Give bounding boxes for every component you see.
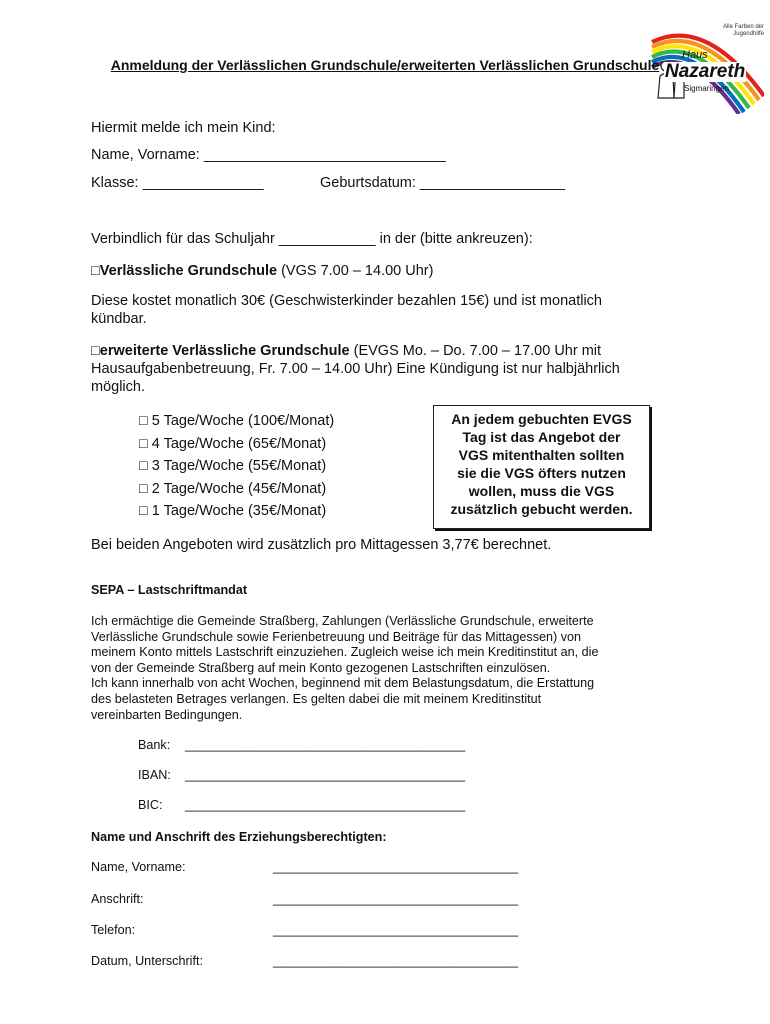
note-line: wollen, muss die VGS	[468, 483, 615, 499]
logo-name-top: Haus	[682, 49, 708, 61]
birthdate-field[interactable]: Geburtsdatum: __________________	[320, 175, 566, 191]
sepa-line: meinem Konto mittels Lastschrift einzuziehen. Zugleich weise ich mein Kreditinstitut an, die	[91, 645, 599, 660]
logo-city: Sigmaringen	[684, 84, 729, 93]
bank-label: Bank:	[138, 738, 171, 752]
day-option-5[interactable]: □ 5 Tage/Woche (100€/Monat)	[139, 413, 335, 429]
sepa-line: des belasteten Betrages verlangen. Es gelten dabei die mit meinem Kreditinstitut	[91, 691, 542, 706]
logo-name: Nazareth	[665, 61, 746, 82]
guardian-signature-label: Datum, Unterschrift:	[91, 954, 203, 968]
note-line: Tag ist das Angebot der	[462, 429, 621, 445]
guardian-address-field[interactable]: ___________________________________	[273, 892, 519, 906]
vgs-label: Verlässliche Grundschule	[99, 263, 278, 279]
class-field[interactable]: Klasse: _______________	[91, 175, 264, 191]
note-line: An jedem gebuchten EVGS	[451, 411, 632, 427]
sepa-line: Verlässliche Grundschule sowie Ferienbetreuung und Beiträge für das Mittagessen) von	[91, 629, 582, 644]
sepa-line: von der Gemeinde Straßberg auf mein Konto gezogenen Lastschriften einzulösen.	[91, 660, 551, 675]
vgs-detail: (VGS 7.00 – 14.00 Uhr)	[277, 263, 434, 279]
child-name-field[interactable]: Name, Vorname: ______________________________	[91, 147, 446, 163]
evgs-label: erweiterte Verlässliche Grundschule	[99, 343, 350, 359]
evgs-detail-1: (EVGS Mo. – Do. 7.00 – 17.00 Uhr mit	[349, 343, 602, 359]
evgs-note-box	[433, 405, 650, 529]
note-line: sie die VGS öfters nutzen	[457, 465, 626, 481]
sepa-heading: SEPA – Lastschriftmandat	[91, 583, 248, 597]
evgs-checkbox[interactable]: □	[91, 343, 100, 359]
vgs-cost: Diese kostet monatlich 30€ (Geschwisterkinder bezahlen 15€) und ist monatlich kündbar.	[91, 293, 602, 327]
day-option-2[interactable]: □ 2 Tage/Woche (45€/Monat)	[139, 480, 327, 497]
evgs-detail-2: Hausaufgabenbetreuung, Fr. 7.00 – 14.00 Uhr) Eine Kündigung ist nur halbjährlich	[91, 361, 620, 377]
day-option-4[interactable]: □ 4 Tage/Woche (65€/Monat)	[139, 435, 327, 452]
guardian-phone-field[interactable]: ___________________________________	[273, 923, 519, 937]
guardian-signature-field[interactable]: ___________________________________	[273, 954, 519, 968]
day-options	[139, 412, 334, 525]
school-year-field[interactable]: Verbindlich für das Schuljahr ____________ in der (bitte ankreuzen):	[91, 231, 533, 247]
iban-label: IBAN:	[138, 768, 171, 782]
guardian-name-label: Name, Vorname:	[91, 860, 186, 874]
sepa-text	[91, 614, 599, 723]
day-option-3[interactable]: □ 3 Tage/Woche (55€/Monat)	[139, 458, 327, 474]
guardian-heading: Name und Anschrift des Erziehungsberechtigten:	[91, 830, 387, 844]
intro-text: Hiermit melde ich mein Kind:	[91, 120, 276, 136]
lunch-note: Bei beiden Angeboten wird zusätzlich pro Mittagessen 3,77€ berechnet.	[91, 537, 552, 553]
bic-label: BIC:	[138, 798, 163, 812]
guardian-phone-label: Telefon:	[91, 923, 136, 937]
vgs-option[interactable]	[91, 262, 433, 280]
note-line: zusätzlich gebucht werden.	[450, 501, 633, 517]
sepa-line: Ich ermächtige die Gemeinde Straßberg, Zahlungen (Verlässliche Grundschule, erweiterte	[91, 614, 594, 628]
sepa-line: Ich kann innerhalb von acht Wochen, beginnend mit dem Belastungsdatum, die Erstattung	[91, 676, 595, 691]
guardian-name-field[interactable]: ___________________________________	[273, 860, 519, 874]
note-line: VGS mitenthalten sollten	[458, 447, 625, 463]
vgs-checkbox[interactable]: □	[91, 263, 100, 279]
bic-field[interactable]: ________________________________________	[185, 798, 466, 812]
bank-field[interactable]: ________________________________________	[185, 738, 466, 752]
guardian-address-label: Anschrift:	[91, 892, 144, 906]
iban-field[interactable]: ________________________________________	[185, 768, 466, 782]
evgs-detail-3: möglich.	[91, 379, 145, 395]
sepa-line: vereinbarten Bedingungen.	[91, 707, 243, 722]
page-title: Anmeldung der Verlässlichen Grundschule/erweiterten Verlässlichen Grundschule	[110, 57, 660, 73]
day-option-1[interactable]: □ 1 Tage/Woche (35€/Monat)	[139, 503, 327, 519]
evgs-option[interactable]	[91, 342, 691, 396]
logo-tagline: Alle Farben der Jugendhilfe	[722, 24, 764, 37]
